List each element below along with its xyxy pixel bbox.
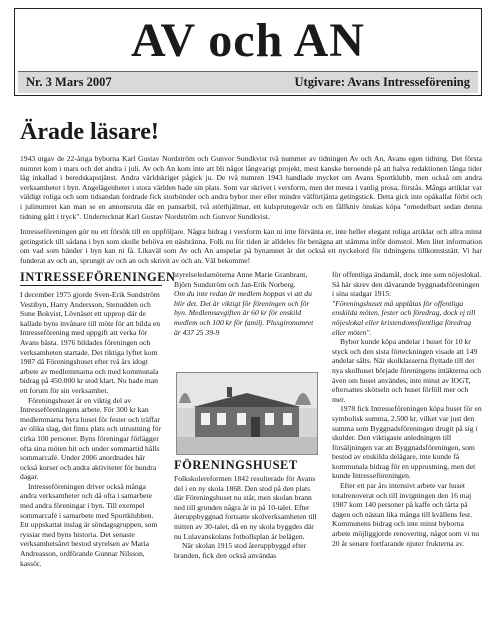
section-heading: INTRESSEFÖRENINGEN <box>20 270 176 284</box>
intro-paragraph: Intresseföreningen gör nu ett försök till en uppföljare. Några bidrag i versform kan ni inte förvänta er, inte heller elegant roliga artiklar och allra minst getingstick till sådana i byn som skulle behöva en näsbränna. Folk nu för tiden är alldeles för benägna att stämma inför domstol. Men litet information om vad som händer i byn kan ni få. Likaväl som Av och An anspelar på bynamnet är det också ett nyckelord för tidningens tillkomststätt. Vi har funderat av och an, sprungit av och an och skrivit av och an. Väl bekomme! <box>20 227 482 265</box>
body-paragraph: Föreningshuset är en viktig del av Intresseföreningens arbete. För 300 kr kan medlemmarna hyra huset för fester och träffar av olika slag, det finns plats och utrustning för cirka 100 personer. Byns föreningar förlägger ofta sina möten hit och under sommartid hålls sommarcafé. Under 2006 anordnades här också kurser och andra aktiviteter för hundra dagar. <box>20 395 162 482</box>
section-heading: FÖRENINGSHUSET <box>174 458 298 472</box>
masthead <box>14 8 482 96</box>
house-photo-drawing <box>177 373 317 454</box>
body-paragraph: Bybor kunde köpa andelar i huset för 10 kr styck och den sista förteckningen visade att 149 andelar sålts. När skolklasserna flyttade till det nya skolhuset började föreningens intäkterna och även om huset användes, inte minst av IOGT, eftersattes skötseln och huset förföll mer och mer. <box>332 337 482 404</box>
statute-quote: "Föreningshuset må upplåtas för offentliga enskilda möten, fester och föredrag, dock ej till nöjeslokal eller kristendomsfientliga föredrag eller möten". <box>332 298 476 337</box>
newspaper-title: AV och AN <box>131 14 365 67</box>
masthead-info-bar <box>18 71 478 93</box>
body-paragraph: 1978 fick Intresseföreningen köpa huset för en symbolisk summa, 2.500 kr, vilket var just den summa som Byggnadsföreningen drugit på sig i skulder. Den viktigaste anledningen till försäljningen var att Byggnadsföreningen, som bestod av enskilda delägare, inte kunde få kommunala bidrag för en upprustning, men det kunde Intresseföreningen. <box>332 404 482 481</box>
body-paragraph: styrelseledamöterna Anne Marie Granbrant, Björn Sundström och Jan-Erik Norberg. <box>174 270 308 289</box>
body-paragraph: Intresseföreningen driver också många andra verksamheter och då ofta i samarbete med andra föreningar i byn. Till exempel sommarcafé i samarbete med Sportklubben. Ett uppskattat inslag är söndagsgruppen, som ryssiar med byns historia. Det senaste verksamhetsåret bestod styrelsen av Maria Andreasson, ordförande Gunnar Nilsson, kassör, <box>20 481 158 568</box>
intro-paragraph: 1943 utgav de 22-åriga byborna Karl Gustav Nordström och Gunvor Sundkvist två nummer av tidningen Av och An, Avans egen tidning. Det första numret kom i mars och det andra i juli. Av och An kom inte att bli något långvarigt projekt, mest kanske beroende på att halva redaktionen långa tider låg inkallad i beredskapstjänst. Andra världskriget pågick ju. De två numren 1943 handlade mycket om Avans Sportklubb, men också om andra verksamheter i byn. Angelägenheter i stora världen hade sin plats. Sont var skrivet i versform, men det mesta i vanlig prosa, förstås. Många artiklar var väldigt roliga och som tidsandan fordrade fick storbönder och andra bybor mer eller mindre välförtjänta getingstick. Detta gick inte opåkallat förbi och i julinumret kan man se en annonsruta där en pansarbil, två störthjälmar, ett kulsprutegevär och en fällkniv önskas köpa "omedelbart sedan denna tidning gått i tryck". Undertecknat Karl Gustav Nordström och Gunvor Sundkvist. <box>20 154 482 221</box>
body-paragraph: I december 1975 gjorde Sven-Erik Sundström Vestibyn, Harry Andersson, Stenudden och Sune Bokvist, Lövnäset ett upprop där de kallade byns invånare till möte för att bilda en Intresseförening med uppgift att verka för Avans bästa. 1976 bildades föreningen och verksamheten startade. Det riktiga lyftet kom 1987 då Föreningshuset efter två års idogt arbete av medlemmarna och med kommunala bidrag på 450.000 kr stod klart. Nu hade man ett forum för sin verksamhet. <box>20 290 161 395</box>
membership-note: Om du inte redan är medlem hoppas vi att du blir det. Det är viktigt för föreningen och för byn. Medlemsavgiften är 60 kr för enskild medlem och 100 kr för familj. Plusgironumret är 437 25 39-9 <box>174 289 314 337</box>
body-paragraph: När skolan 1915 stod återuppbyggd efter branden, fick den också användas <box>174 541 307 560</box>
column-foreningshuset <box>174 458 319 560</box>
intro-section <box>20 154 482 272</box>
publisher-line: Utgivare: Avans Intresseförening <box>294 75 470 89</box>
issue-number-date: Nr. 3 Mars 2007 <box>26 75 112 89</box>
house-photo <box>176 372 318 455</box>
greeting-heading: Ärade läsare! <box>20 119 159 145</box>
body-paragraph: Efter ett par års intensivt arbete var huset totalrenoverat och till invigningen den 16 maj 1987 kom 140 personer på kaffe och tårta på dagen och nästan lika många till kvällens fest. Kommunens bidrag och inte minst byborna arbete möjliggjorde renovering, något som vi nu 20 år senare fortfarande njuter frukterna av. <box>332 481 479 548</box>
body-paragraph: Folkskolereformen 1842 resulterade för Avans del i en ny skola 1868. Den stod på den plats där Föreningshuset nu står, men skolan brann ned till grunden några år in på 10-talet. Efter återuppbyggnad fortsatte skolverksamheten till mitten av 30-talet, då en ny skola byggdes där nu Lulavanskolans fotbollsplan är belägen. <box>174 474 317 541</box>
body-paragraph: för offentliga ändamål, dock inte som nöjeslokal. Så här skrev den dåvarande byggnadsföreningen i sina stadgar 1915: <box>332 270 482 299</box>
column-right <box>332 270 482 548</box>
column-intresseforeningen <box>20 270 176 568</box>
column-middle <box>174 270 319 337</box>
